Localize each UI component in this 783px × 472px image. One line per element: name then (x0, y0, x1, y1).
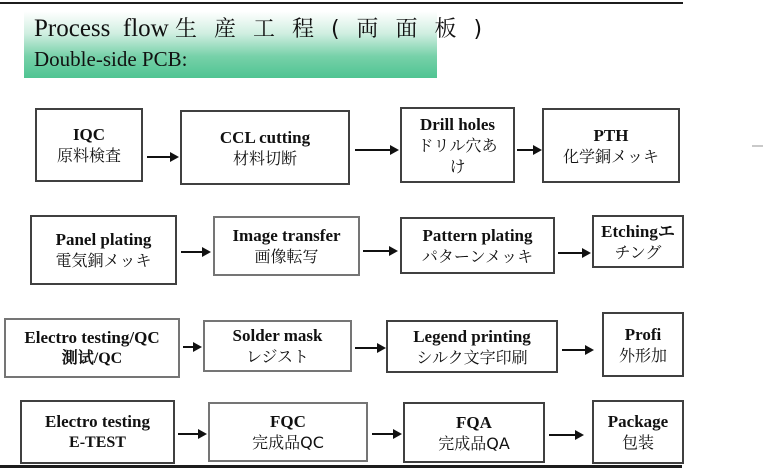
flow-box-fqa (403, 402, 545, 463)
box-label-jp: 包装 (621, 433, 654, 452)
flow-box-panel-plating (30, 215, 177, 285)
flow-box-electro-testing-qc (4, 318, 180, 378)
bottom-rule (0, 465, 682, 468)
box-label-jp: 電気銅メッキ (55, 251, 152, 270)
box-label-en: Electro testing/QC (24, 328, 160, 347)
flow-box-ccl-cutting (180, 110, 350, 185)
box-label-jp: 完成品QC (252, 433, 324, 452)
arrow-ccl-to-drill (355, 149, 397, 151)
flow-box-profile (602, 312, 684, 377)
box-label-jp: パターンメッキ (421, 246, 534, 266)
slide-title-block (24, 10, 488, 78)
box-label-en: Profi (624, 324, 662, 344)
flow-box-drill-holes (400, 107, 515, 183)
flow-box-iqc (35, 108, 143, 182)
flow-box-legend-printing (386, 320, 558, 373)
box-label-jp-cont: け (449, 156, 466, 176)
flow-box-fqc (208, 402, 368, 462)
box-label-en: Electro testing (45, 412, 150, 431)
flow-box-package (592, 400, 684, 464)
flow-box-solder-mask (203, 320, 352, 372)
arrow-pattern-to-etching (558, 252, 589, 254)
arrow-solder-to-legend (355, 347, 384, 349)
box-label-jp: レジスト (245, 347, 310, 366)
box-label-jp: 化学銅メッキ (562, 146, 659, 166)
arrow-fqc-to-fqa (372, 433, 400, 435)
arrow-electroqc-to-solder (183, 346, 200, 348)
arrow-panel-to-image (181, 251, 209, 253)
box-label-jp: 外形加 (618, 345, 667, 365)
box-label-jp: ドリル穴あ (417, 135, 498, 155)
flow-box-pth (542, 108, 680, 183)
box-label-en: IQC (72, 125, 106, 144)
flow-box-image-transfer (213, 216, 360, 276)
top-rule (0, 2, 683, 4)
box-label-jp: 測试/QC (61, 350, 123, 367)
arrow-drill-to-pth (517, 149, 540, 151)
title-japanese: 生 産 工 程 ( 両 面 板 ) (174, 17, 488, 42)
arrow-etest-to-fqc (178, 433, 205, 435)
box-label-en: CCL cutting (219, 127, 311, 147)
page-title (34, 13, 488, 46)
title-english: Process flow (34, 15, 169, 42)
box-label-jp: チング (614, 242, 662, 262)
arrow-iqc-to-ccl (147, 156, 177, 158)
box-label-en: Solder mask (232, 326, 323, 345)
box-label-jp: シルク文字印刷 (416, 347, 528, 367)
box-label-en: Pattern plating (422, 225, 533, 245)
box-label-en: Package (607, 412, 669, 431)
box-label-en: Image transfer (232, 226, 341, 245)
box-label-jp: 完成品QA (438, 433, 510, 453)
box-label-jp: 画像転写 (254, 247, 319, 266)
box-label-en: PTH (593, 125, 629, 145)
box-label-jp: 材料切断 (232, 148, 297, 168)
flow-box-pattern-plating (400, 217, 555, 274)
faint-arrow-fragment (752, 145, 763, 147)
box-label-en: FQA (456, 412, 492, 432)
box-label-en: Legend printing (413, 326, 531, 346)
box-label-en: Panel plating (55, 230, 152, 249)
box-label-etest: E-TEST (69, 434, 126, 451)
box-label-jp: 原料検査 (56, 146, 121, 165)
arrow-fqa-to-package (549, 434, 582, 436)
box-label-en: FQC (270, 412, 306, 431)
arrow-image-to-pattern (363, 250, 396, 252)
flow-box-etching (592, 215, 684, 268)
box-label-en: Etchingエ (601, 221, 675, 241)
flow-box-electro-testing-etest (20, 400, 175, 464)
arrow-legend-to-profile (562, 349, 592, 351)
box-label-en: Drill holes (419, 114, 496, 134)
page-subtitle: Double-side PCB: (34, 47, 188, 71)
